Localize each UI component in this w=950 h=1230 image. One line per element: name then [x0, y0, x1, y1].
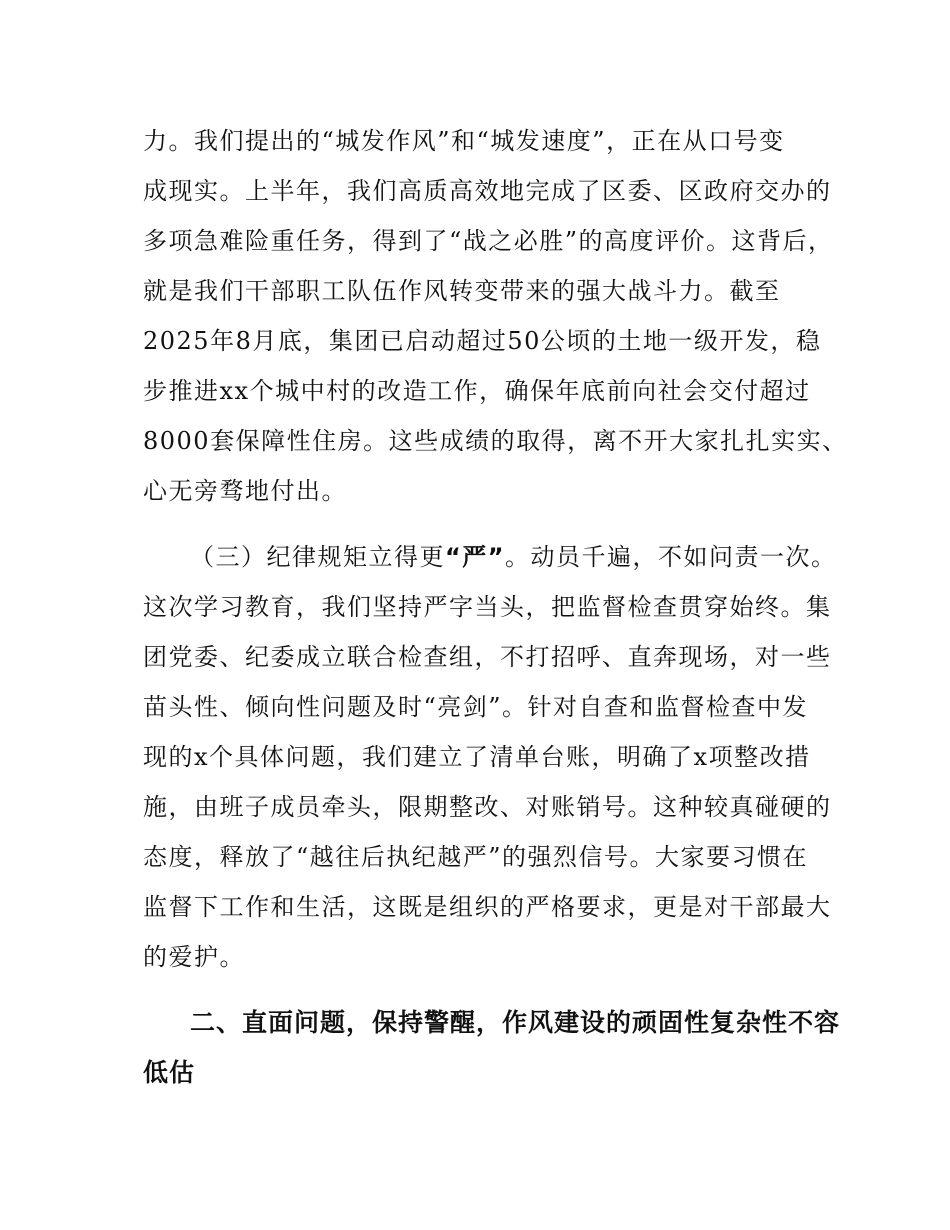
paragraph-line: 团党委、纪委成立联合检查组，不打招呼、直奔现场，对一些	[143, 643, 832, 671]
section-three-first-line	[190, 540, 837, 574]
section-heading: 二、直面问题，保持警醒，作风建设的顽固性复杂性不容	[190, 1008, 841, 1037]
paragraph-line: 施，由班子成员牵头，限期整改、对账销号。这种较真碰硬的	[143, 793, 832, 821]
paragraph-line: 态度，释放了“越往后执纪越严”的强烈信号。大家要习惯在	[143, 843, 809, 871]
paragraph-line: 现的x个具体问题，我们建立了清单台账，明确了x项整改措	[143, 743, 811, 771]
paragraph-line: 心无旁骛地付出。	[143, 477, 347, 505]
paragraph-line: 成现实。上半年，我们高质高效地完成了区委、区政府交办的	[143, 177, 832, 205]
section-three-prefix: （三）纪律规矩立得更	[190, 543, 445, 571]
paragraph-line: 的爱护。	[143, 943, 245, 971]
paragraph-line: 8000套保障性住房。这些成绩的取得，离不开大家扎扎实实、	[143, 427, 848, 455]
paragraph-line: 苗头性、倾向性问题及时“亮剑”。针对自查和监督检查中发	[143, 693, 809, 721]
paragraph-line: 监督下工作和生活，这既是组织的严格要求，更是对干部最大	[143, 893, 832, 921]
paragraph-line: 这次学习教育，我们坚持严字当头，把监督检查贯穿始终。集	[143, 593, 832, 621]
paragraph-line: 步推进xx个城中村的改造工作，确保年底前向社会交付超过	[143, 377, 811, 405]
paragraph-line: 2025年8月底，集团已启动超过50公顷的土地一级开发，稳	[143, 327, 822, 355]
paragraph-line: 多项急难险重任务，得到了“战之必胜”的高度评价。这背后，	[143, 227, 834, 255]
section-heading-continued: 低估	[143, 1058, 196, 1087]
paragraph-line: 就是我们干部职工队伍作风转变带来的强大战斗力。截至	[143, 277, 781, 305]
section-three-emphasis: “严”	[445, 543, 506, 571]
section-three-suffix: 。动员千遍，不如问责一次。	[505, 543, 837, 571]
paragraph-line: 力。我们提出的“城发作风”和“城发速度”，正在从口号变	[143, 127, 785, 155]
